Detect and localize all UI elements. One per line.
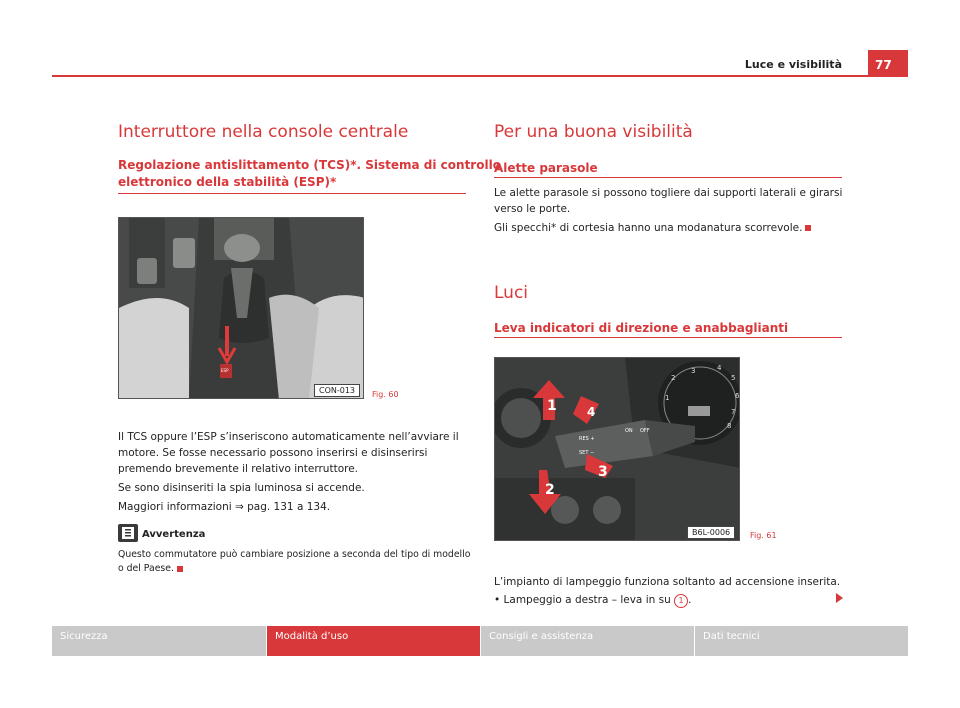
tab-consigli-assistenza[interactable]: Consigli e assistenza (481, 626, 694, 656)
end-marker (805, 225, 811, 231)
right-paragraph-1-line1: Le alette parasole si possono togliere dai supporti laterali e girarsi (494, 187, 843, 199)
subsection-title-tcs-line2: elettronico della stabilità (ESP)* (118, 175, 337, 189)
subsection-rule-visors (494, 177, 842, 178)
figure-code-con013: CON-013 (314, 384, 360, 397)
gauge-num-2: 2 (671, 374, 676, 382)
header-rule (52, 75, 908, 77)
left-paragraph-1-line2: motore. Se fosse necessario possono inserirsi e disinserirsi (118, 447, 428, 459)
section-title-console-switch: Interruttore nella console centrale (118, 122, 409, 142)
figure-label-61: Fig. 61 (750, 531, 777, 540)
lever-label-res: RES + (579, 436, 595, 442)
lever-illustration (495, 358, 740, 541)
subsection-title-sun-visors: Alette parasole (494, 161, 598, 175)
subsection-title-indicator-lever: Leva indicatori di direzione e anabbaglianti (494, 321, 789, 335)
note-text-line2: o del Paese. (118, 562, 183, 576)
gauge-num-4: 4 (717, 364, 722, 372)
tab-dati-tecnici[interactable]: Dati tecnici (695, 626, 908, 656)
note-icon (118, 524, 138, 542)
right-paragraph-1-line2: verso le porte. (494, 203, 571, 215)
note-title: Avvertenza (142, 529, 206, 540)
lever-label-off: OFF (640, 428, 650, 434)
running-header: Luce e visibilità (744, 58, 842, 71)
section-title-lights: Luci (494, 283, 529, 303)
note-text-line1: Questo commutatore può cambiare posizione a seconda del tipo di modello (118, 549, 471, 560)
marker-4: 4 (587, 405, 596, 419)
left-paragraph-1-line3: premendo brevemente il relativo interruttore. (118, 463, 358, 475)
gauge-num-7: 7 (731, 408, 736, 416)
marker-2: 2 (545, 482, 555, 498)
gauge-num-3: 3 (691, 367, 696, 375)
gauge-num-1: 1 (665, 394, 670, 402)
section-title-visibility: Per una buona visibilità (494, 122, 693, 142)
figure-indicator-lever (494, 357, 740, 541)
tab-sicurezza[interactable]: Sicurezza (52, 626, 266, 656)
marker-1: 1 (547, 398, 557, 414)
lever-label-on: ON (625, 428, 633, 434)
gauge-num-6: 6 (735, 392, 740, 400)
figure-esp-console (118, 217, 364, 399)
tab-modalita-uso[interactable]: Modalità d’uso (267, 626, 480, 656)
subsection-rule-lever (494, 337, 842, 338)
marker-3: 3 (598, 464, 608, 480)
left-paragraph-1-line1: Il TCS oppure l’ESP s’inseriscono automaticamente nell’avviare il (118, 431, 459, 443)
gauge-num-8: 8 (727, 422, 732, 430)
subsection-title-tcs-line1: Regolazione antislittamento (TCS)*. Sistema di controllo (118, 158, 501, 172)
gauge-num-5: 5 (731, 374, 736, 382)
right-paragraph-2: Gli specchi* di cortesia hanno una modanatura scorrevole. (494, 220, 811, 236)
page-number: 77 (868, 50, 908, 77)
lever-label-set: SET − (579, 450, 595, 456)
left-paragraph-2: Se sono disinseriti la spia luminosa si accende. (118, 482, 365, 494)
subsection-rule (118, 193, 466, 194)
left-paragraph-3: Maggiori informazioni ⇒ pag. 131 a 134. (118, 501, 331, 513)
end-marker (177, 566, 183, 572)
right-paragraph-3: L’impianto di lampeggio funziona soltanto ad accensione inserita. (494, 576, 841, 588)
right-bullet-1: • Lampeggio a destra – leva in su 1 . (494, 594, 692, 606)
esp-console-illustration (119, 218, 364, 399)
esp-switch-label: ESP (221, 368, 229, 373)
figure-code-b6l0006: B6L-0006 (687, 526, 735, 539)
ref-marker-1: 1 (674, 594, 688, 608)
next-page-arrow-icon (836, 593, 843, 603)
figure-label-60: Fig. 60 (372, 390, 399, 399)
